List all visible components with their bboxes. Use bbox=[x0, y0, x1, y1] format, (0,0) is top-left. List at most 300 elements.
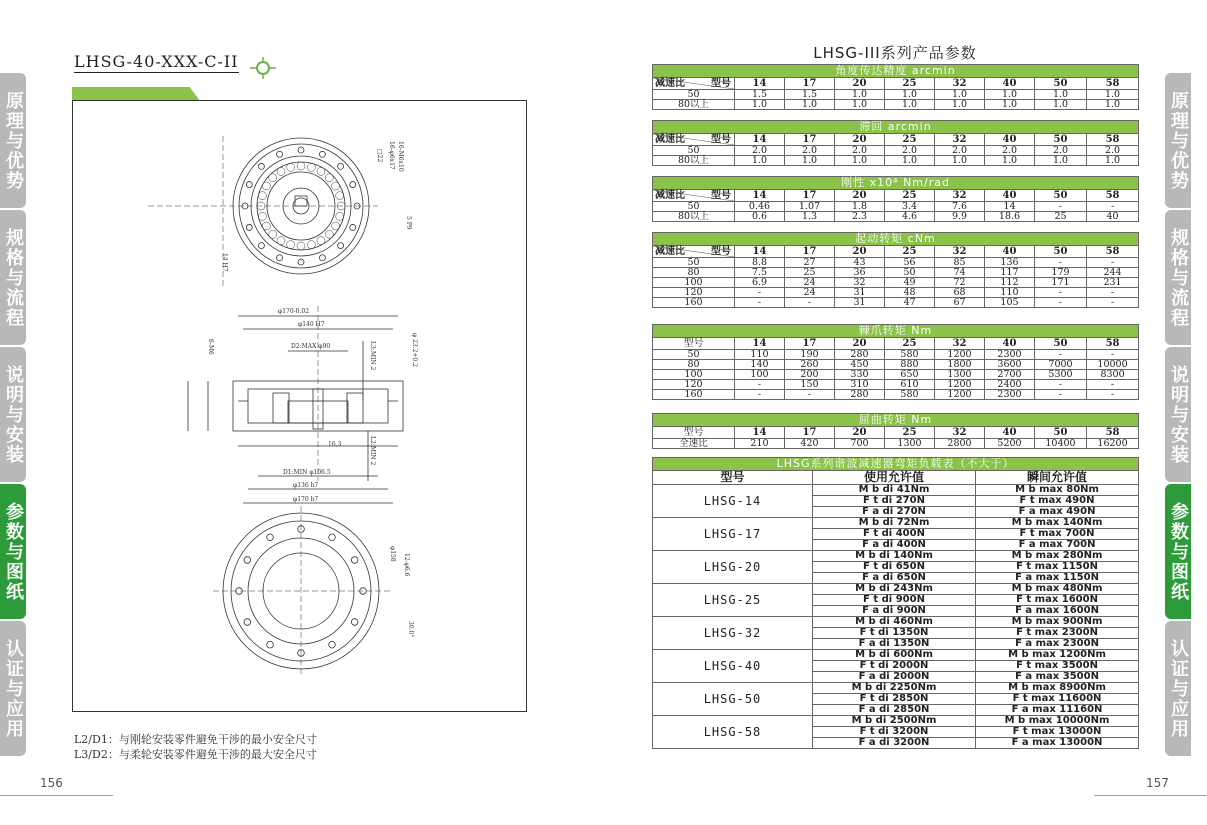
value-cell: 280 bbox=[835, 350, 885, 360]
bolt-hole bbox=[277, 167, 285, 175]
table-row bbox=[653, 350, 1139, 360]
col-instant: 瞬间允许值 bbox=[976, 471, 1139, 485]
ratio-cell: 50 bbox=[653, 202, 735, 212]
value-cell: 7.6 bbox=[935, 202, 985, 212]
value-cell: 1.0 bbox=[835, 100, 885, 110]
ratio-cell: 120 bbox=[653, 380, 735, 390]
value-cell: - bbox=[1035, 288, 1087, 298]
ratio-cell: 80 bbox=[653, 360, 735, 370]
model-header: 40 bbox=[985, 78, 1035, 90]
allow-value: F a di 2850N bbox=[813, 705, 976, 716]
bolt-hole bbox=[262, 182, 270, 190]
value-cell: 190 bbox=[785, 350, 835, 360]
model-header: 17 bbox=[785, 78, 835, 90]
instant-value: M b max 80Nm bbox=[976, 485, 1139, 496]
value-cell: 117 bbox=[985, 268, 1035, 278]
value-cell: 1.0 bbox=[735, 156, 785, 166]
bolt-hole bbox=[267, 641, 274, 648]
model-header: 14 bbox=[735, 427, 785, 439]
value-cell: 8300 bbox=[1087, 370, 1139, 380]
value-cell: 10000 bbox=[1087, 360, 1139, 370]
dim-label: 16.3 bbox=[328, 441, 342, 448]
value-cell: - bbox=[785, 298, 835, 308]
allow-value: F a di 900N bbox=[813, 606, 976, 617]
instant-value: F t max 1150N bbox=[976, 562, 1139, 573]
model-header: 32 bbox=[935, 246, 985, 258]
instant-value: F a max 1600N bbox=[976, 606, 1139, 617]
diag-top-label: 型号 bbox=[711, 190, 731, 201]
load-row bbox=[653, 617, 1139, 628]
model-header: 40 bbox=[985, 246, 1035, 258]
col-allow: 使用允许值 bbox=[813, 471, 976, 485]
model-header: 20 bbox=[835, 78, 885, 90]
bolt-hole bbox=[277, 255, 283, 261]
value-cell: 1200 bbox=[935, 380, 985, 390]
tab-spec[interactable]: 规格与流程 bbox=[0, 210, 26, 345]
value-cell: 100 bbox=[735, 370, 785, 380]
model-header: 14 bbox=[735, 78, 785, 90]
value-cell: 110 bbox=[985, 288, 1035, 298]
bolt-hole bbox=[325, 174, 333, 182]
value-cell: 0.46 bbox=[735, 202, 785, 212]
model-header: 14 bbox=[735, 338, 785, 350]
table-caption: 刚性 x10⁴ Nm/rad bbox=[653, 177, 1139, 190]
value-cell: 8.8 bbox=[735, 258, 785, 268]
value-cell: - bbox=[1087, 298, 1139, 308]
bolt-hole bbox=[332, 182, 340, 190]
value-cell: 280 bbox=[835, 390, 885, 400]
instant-value: F t max 490N bbox=[976, 496, 1139, 507]
value-cell: 7.5 bbox=[735, 268, 785, 278]
ratio-cell: 160 bbox=[653, 298, 735, 308]
bolt-hole bbox=[350, 182, 356, 188]
bolt-hole bbox=[351, 557, 358, 564]
value-cell: 2700 bbox=[985, 370, 1035, 380]
page-footer-line bbox=[1094, 795, 1207, 796]
value-cell: 24 bbox=[785, 288, 835, 298]
value-cell: 72 bbox=[935, 278, 985, 288]
model-header: 25 bbox=[885, 134, 935, 146]
value-cell: 5200 bbox=[985, 439, 1035, 449]
instant-value: F a max 700N bbox=[976, 540, 1139, 551]
left-section-tabs bbox=[0, 73, 42, 758]
bolt-hole bbox=[269, 230, 277, 238]
dim-label: φ158 bbox=[389, 546, 396, 562]
diag-bottom-label: 减速比 bbox=[655, 134, 685, 145]
value-cell: 1300 bbox=[885, 439, 935, 449]
value-cell: 14 bbox=[985, 202, 1035, 212]
allow-value: F t di 270N bbox=[813, 496, 976, 507]
model-header: 58 bbox=[1087, 338, 1139, 350]
ratio-cell: 50 bbox=[653, 258, 735, 268]
bolt-hole bbox=[336, 212, 344, 220]
model-header: 17 bbox=[785, 246, 835, 258]
value-cell: 31 bbox=[835, 298, 885, 308]
model-header: 58 bbox=[1087, 78, 1139, 90]
instant-value: F t max 1600N bbox=[976, 595, 1139, 606]
value-cell: 260 bbox=[785, 360, 835, 370]
value-cell: 1.0 bbox=[935, 100, 985, 110]
diagonal-header-cell bbox=[653, 190, 735, 202]
load-model: LHSG-58 bbox=[653, 716, 813, 749]
value-cell: 4.6 bbox=[885, 212, 935, 222]
instant-value: F a max 3500N bbox=[976, 672, 1139, 683]
allow-value: M b di 41Nm bbox=[813, 485, 976, 496]
technical-drawing-frame bbox=[72, 100, 527, 712]
value-cell: 1.0 bbox=[835, 90, 885, 100]
instant-value: F t max 3500N bbox=[976, 661, 1139, 672]
model-header: 58 bbox=[1087, 134, 1139, 146]
value-cell: 3600 bbox=[985, 360, 1035, 370]
table-caption: 棘爪转矩 Nm bbox=[653, 325, 1139, 338]
value-cell: 1.3 bbox=[785, 212, 835, 222]
value-cell: 1200 bbox=[935, 350, 985, 360]
model-header: 17 bbox=[785, 134, 835, 146]
value-cell: 25 bbox=[785, 268, 835, 278]
model-header: 17 bbox=[785, 338, 835, 350]
value-cell: 110 bbox=[735, 350, 785, 360]
spec-table bbox=[652, 413, 1139, 449]
diag-bottom-label: 减速比 bbox=[655, 190, 685, 201]
diagonal-header-cell bbox=[653, 78, 735, 90]
value-cell: 1.0 bbox=[885, 100, 935, 110]
diagonal-header-cell bbox=[653, 246, 735, 258]
ratio-cell: 50 bbox=[653, 146, 735, 156]
instant-value: M b max 280Nm bbox=[976, 551, 1139, 562]
model-header: 14 bbox=[735, 134, 785, 146]
value-cell: 700 bbox=[835, 439, 885, 449]
dim-label: φ140 H7 bbox=[298, 321, 325, 328]
value-cell: 1.0 bbox=[785, 100, 835, 110]
page-number: 157 bbox=[1146, 776, 1169, 790]
value-cell: 47 bbox=[885, 298, 935, 308]
value-cell: - bbox=[735, 298, 785, 308]
model-header: 50 bbox=[1035, 190, 1087, 202]
bolt-hole bbox=[325, 230, 333, 238]
tab-install[interactable]: 说明与安装 bbox=[1165, 347, 1191, 482]
value-cell: 40 bbox=[1087, 212, 1139, 222]
dim-label: 5 P9 bbox=[405, 216, 412, 230]
model-header: 40 bbox=[985, 190, 1035, 202]
instant-value: F a max 13000N bbox=[976, 738, 1139, 749]
value-cell: - bbox=[735, 390, 785, 400]
bolt-hole bbox=[307, 241, 315, 249]
value-cell: 1.0 bbox=[885, 156, 935, 166]
value-cell: - bbox=[1087, 288, 1139, 298]
value-cell: 610 bbox=[885, 380, 935, 390]
model-header: 40 bbox=[985, 134, 1035, 146]
allow-value: F a di 1350N bbox=[813, 639, 976, 650]
allow-value: F t di 1350N bbox=[813, 628, 976, 639]
dim-label: φ 23.2+0.2 bbox=[411, 333, 418, 368]
table-row bbox=[653, 156, 1139, 166]
value-cell: 330 bbox=[835, 370, 885, 380]
value-cell: - bbox=[735, 288, 785, 298]
value-cell: 1.0 bbox=[935, 156, 985, 166]
model-header: 14 bbox=[735, 246, 785, 258]
table-caption: 屈曲转矩 Nm bbox=[653, 414, 1139, 427]
model-header: 40 bbox=[985, 338, 1035, 350]
bolt-hole bbox=[350, 224, 356, 230]
allow-value: F t di 400N bbox=[813, 529, 976, 540]
value-cell: 2300 bbox=[985, 390, 1035, 400]
value-cell: 31 bbox=[835, 288, 885, 298]
right-section-tabs bbox=[1165, 73, 1207, 758]
allow-value: F t di 3200N bbox=[813, 727, 976, 738]
load-row bbox=[653, 485, 1139, 496]
allow-value: M b di 140Nm bbox=[813, 551, 976, 562]
instant-value: F a max 2300N bbox=[976, 639, 1139, 650]
note-line: L2/D1：与刚轮安装零件避免干涉的最小安全尺寸 bbox=[74, 733, 317, 746]
table-row bbox=[653, 439, 1139, 449]
value-cell: 650 bbox=[885, 370, 935, 380]
bolt-hole bbox=[267, 534, 274, 541]
tab-spec[interactable]: 规格与流程 bbox=[1165, 210, 1191, 345]
bolt-hole bbox=[246, 224, 252, 230]
ratio-cell: 160 bbox=[653, 390, 735, 400]
allow-value: F t di 2850N bbox=[813, 694, 976, 705]
tab-params[interactable]: 参数与图纸 bbox=[1165, 484, 1191, 619]
value-cell: 200 bbox=[785, 370, 835, 380]
dim-label: L3:MIN 2 bbox=[369, 341, 376, 371]
value-cell: 9.9 bbox=[935, 212, 985, 222]
value-cell: 112 bbox=[985, 278, 1035, 288]
bolt-hole bbox=[262, 222, 270, 230]
table-row bbox=[653, 380, 1139, 390]
value-cell: 2.0 bbox=[735, 146, 785, 156]
table-row bbox=[653, 278, 1139, 288]
model-header: 20 bbox=[835, 246, 885, 258]
model-header: 50 bbox=[1035, 78, 1087, 90]
value-cell: 25 bbox=[1035, 212, 1087, 222]
value-cell: 1.0 bbox=[785, 156, 835, 166]
value-cell: 1.0 bbox=[1035, 100, 1087, 110]
value-cell: 36 bbox=[835, 268, 885, 278]
instant-value: F t max 13000N bbox=[976, 727, 1139, 738]
table-row bbox=[653, 90, 1139, 100]
bolt-hole bbox=[258, 163, 264, 169]
value-cell: 68 bbox=[935, 288, 985, 298]
value-cell: - bbox=[1087, 258, 1139, 268]
page-number: 156 bbox=[40, 776, 63, 790]
instant-value: M b max 1200Nm bbox=[976, 650, 1139, 661]
dim-label: 30.0° bbox=[407, 621, 414, 638]
bolt-hole bbox=[317, 167, 325, 175]
value-cell: 5300 bbox=[1035, 370, 1087, 380]
value-cell: 231 bbox=[1087, 278, 1139, 288]
note-line: L3/D2：与柔轮安装零件避免干涉的最大安全尺寸 bbox=[74, 748, 317, 761]
model-header: 32 bbox=[935, 338, 985, 350]
bolt-hole bbox=[319, 255, 325, 261]
diagonal-header-cell bbox=[653, 134, 735, 146]
value-cell: - bbox=[1035, 380, 1087, 390]
instant-value: M b max 10000Nm bbox=[976, 716, 1139, 727]
bolt-hole bbox=[277, 237, 285, 245]
model-header: 20 bbox=[835, 427, 885, 439]
load-table bbox=[652, 457, 1139, 749]
value-cell: 2400 bbox=[985, 380, 1035, 390]
allow-value: F a di 270N bbox=[813, 507, 976, 518]
value-cell: 1.8 bbox=[835, 202, 885, 212]
value-cell: 1.0 bbox=[985, 156, 1035, 166]
model-header: 58 bbox=[1087, 246, 1139, 258]
dim-label: 12-φ6.6 bbox=[403, 553, 410, 577]
allow-value: F a di 400N bbox=[813, 540, 976, 551]
model-header: 32 bbox=[935, 190, 985, 202]
model-header: 58 bbox=[1087, 427, 1139, 439]
value-cell: 50 bbox=[885, 268, 935, 278]
diag-bottom-label: 减速比 bbox=[655, 78, 685, 89]
value-cell: 56 bbox=[885, 258, 935, 268]
value-cell: 27 bbox=[785, 258, 835, 268]
value-cell: 6.9 bbox=[735, 278, 785, 288]
bolt-hole bbox=[338, 163, 344, 169]
load-model: LHSG-17 bbox=[653, 518, 813, 551]
value-cell: 1.5 bbox=[735, 90, 785, 100]
model-header: 40 bbox=[985, 427, 1035, 439]
row-header-label: 型号 bbox=[653, 338, 735, 350]
instant-value: M b max 8900Nm bbox=[976, 683, 1139, 694]
value-cell: 16200 bbox=[1087, 439, 1139, 449]
diag-top-label: 型号 bbox=[711, 134, 731, 145]
value-cell: 136 bbox=[985, 258, 1035, 268]
table-row bbox=[653, 268, 1139, 278]
spec-table bbox=[652, 64, 1139, 110]
value-cell: 49 bbox=[885, 278, 935, 288]
model-header: 25 bbox=[885, 190, 935, 202]
value-cell: 18.6 bbox=[985, 212, 1035, 222]
value-cell: - bbox=[1087, 350, 1139, 360]
value-cell: 3.4 bbox=[885, 202, 935, 212]
instant-value: F a max 490N bbox=[976, 507, 1139, 518]
value-cell: - bbox=[735, 380, 785, 390]
dim-label: φ170 h7 bbox=[293, 496, 319, 503]
allow-value: M b di 72Nm bbox=[813, 518, 976, 529]
load-model: LHSG-32 bbox=[653, 617, 813, 650]
row-header-label: 型号 bbox=[653, 427, 735, 439]
drawing-notes bbox=[74, 732, 317, 762]
allow-value: M b di 460Nm bbox=[813, 617, 976, 628]
allow-value: M b di 600Nm bbox=[813, 650, 976, 661]
ratio-cell: 80 bbox=[653, 268, 735, 278]
dim-label: L2:MIN 2 bbox=[369, 436, 376, 466]
table-caption: 角度传达精度 arcmin bbox=[653, 65, 1139, 78]
tab-principle[interactable]: 原理与优势 bbox=[1165, 73, 1191, 208]
tab-install[interactable]: 说明与安装 bbox=[0, 347, 26, 482]
spec-title: LHSG-III系列产品参数 bbox=[813, 44, 977, 62]
value-cell: 24 bbox=[785, 278, 835, 288]
ratio-cell: 全速比 bbox=[653, 439, 735, 449]
instant-value: F a max 11160N bbox=[976, 705, 1139, 716]
value-cell: 43 bbox=[835, 258, 885, 268]
value-cell: 150 bbox=[785, 380, 835, 390]
value-cell: 85 bbox=[935, 258, 985, 268]
model-header: 25 bbox=[885, 427, 935, 439]
model-header: 17 bbox=[785, 190, 835, 202]
bolt-hole bbox=[244, 619, 251, 626]
technical-drawing bbox=[73, 101, 526, 711]
load-model: LHSG-25 bbox=[653, 584, 813, 617]
diag-top-label: 型号 bbox=[711, 246, 731, 257]
allow-value: F a di 650N bbox=[813, 573, 976, 584]
allow-value: F t di 650N bbox=[813, 562, 976, 573]
tab-principle[interactable]: 原理与优势 bbox=[0, 73, 26, 208]
value-cell: 880 bbox=[885, 360, 935, 370]
model-header: 50 bbox=[1035, 338, 1087, 350]
value-cell: 1.0 bbox=[1035, 90, 1087, 100]
load-row bbox=[653, 716, 1139, 727]
page-footer-line bbox=[0, 795, 113, 796]
tab-cert[interactable]: 认证与应用 bbox=[0, 621, 26, 756]
value-cell: 1.0 bbox=[985, 100, 1035, 110]
dim-label: 6-M6 bbox=[207, 339, 214, 355]
load-row bbox=[653, 683, 1139, 694]
bolt-hole bbox=[336, 192, 344, 200]
value-cell: 1.07 bbox=[785, 202, 835, 212]
ratio-cell: 120 bbox=[653, 288, 735, 298]
value-cell: 1.0 bbox=[1087, 156, 1139, 166]
bolt-hole bbox=[258, 243, 264, 249]
table-row bbox=[653, 298, 1139, 308]
bolt-hole bbox=[298, 147, 304, 153]
model-header: 20 bbox=[835, 338, 885, 350]
value-cell: 48 bbox=[885, 288, 935, 298]
value-cell: 580 bbox=[885, 350, 935, 360]
bolt-hole bbox=[287, 241, 295, 249]
dim-label: D1:MIN φ106.5 bbox=[283, 469, 331, 476]
value-cell: 420 bbox=[785, 439, 835, 449]
load-model: LHSG-50 bbox=[653, 683, 813, 716]
dim-label: 14 H7 bbox=[221, 253, 228, 272]
model-header: 17 bbox=[785, 427, 835, 439]
allow-value: M b di 2250Nm bbox=[813, 683, 976, 694]
load-table-caption: LHSG系列谐波减速器弯矩负载表（不大于） bbox=[653, 458, 1139, 471]
spec-table bbox=[652, 120, 1139, 166]
tab-cert[interactable]: 认证与应用 bbox=[1165, 621, 1191, 756]
spec-table bbox=[652, 176, 1139, 222]
bolt-hole bbox=[307, 163, 315, 171]
model-header: 14 bbox=[735, 190, 785, 202]
allow-value: F a di 2000N bbox=[813, 672, 976, 683]
instant-value: F a max 1150N bbox=[976, 573, 1139, 584]
value-cell: - bbox=[1035, 298, 1087, 308]
value-cell: 2800 bbox=[935, 439, 985, 449]
value-cell: 2300 bbox=[985, 350, 1035, 360]
model-title: LHSG-40-XXX-C-II bbox=[74, 52, 239, 71]
bolt-hole bbox=[244, 557, 251, 564]
dim-label: 16-M6x10 bbox=[397, 141, 404, 172]
table-row bbox=[653, 288, 1139, 298]
value-cell: 1200 bbox=[935, 390, 985, 400]
value-cell: 1.0 bbox=[1087, 100, 1139, 110]
value-cell: 450 bbox=[835, 360, 885, 370]
load-model: LHSG-40 bbox=[653, 650, 813, 683]
dim-label: 16-φ6x17 bbox=[388, 141, 395, 170]
value-cell: - bbox=[1035, 350, 1087, 360]
tab-params[interactable]: 参数与图纸 bbox=[0, 484, 26, 619]
allow-value: F t di 2000N bbox=[813, 661, 976, 672]
value-cell: 105 bbox=[985, 298, 1035, 308]
allow-value: F a di 3200N bbox=[813, 738, 976, 749]
spec-table bbox=[652, 232, 1139, 308]
value-cell: 1.0 bbox=[985, 90, 1035, 100]
value-cell: 7000 bbox=[1035, 360, 1087, 370]
diag-bottom-label: 减速比 bbox=[655, 246, 685, 257]
value-cell: 310 bbox=[835, 380, 885, 390]
instant-value: M b max 140Nm bbox=[976, 518, 1139, 529]
bolt-hole bbox=[297, 162, 305, 170]
value-cell: - bbox=[785, 390, 835, 400]
